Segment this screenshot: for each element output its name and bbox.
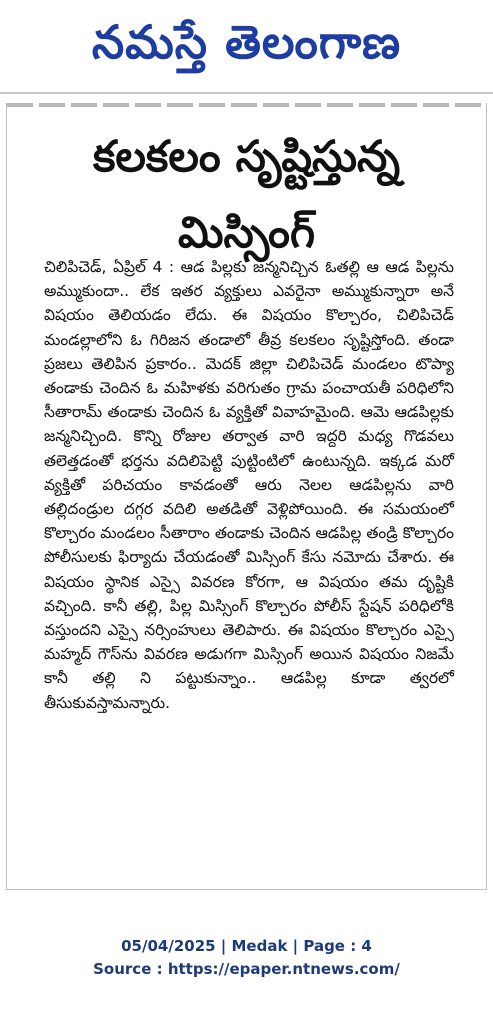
article-headline: కలకలం సృష్టిస్తున్న మిస్సింగ్ <box>92 132 401 258</box>
newspaper-logo: నమస్తే తెలంగాణ <box>91 15 402 69</box>
article-clipping <box>6 103 487 890</box>
edition-info: 05/04/2025 | Medak | Page : 4 <box>121 937 372 955</box>
article-body: చిలిపిచెడ్, ఏప్రిల్ 4 : ఆడ పిల్లకు జన్మనిచ్చిన ఓతల్లి ఆ ఆడ పిల్లను అమ్ముకుందా.. లేక ఇతర వ్యక్తులు ఎవరైనా అమ్ముకున్నారా అనే విషయం తెలియడం లేదు. ఈ విషయం కొల్చారం, చిలిపిచెడ్ మండల్లాలోని ఓ గిరిజన తండాలో తీవ్ర కలకలం సృష్టిస్తోంది. తండా ప్రజలు తెలిపిన ప్రకారం.. మెదక్ జిల్లా చిలిపిచెడ్ మండలం టొప్యా తండాకు చెందిన ఓ మహిళకు వరిగుతం గ్రామ పంచాయతీ పరిధిలోని సీతారామ్ తండాకు చెందిన ఓ వ్యక్తితో వివాహమైంది. ఆమె ఆడపిల్లకు జన్మనిచ్చింది. కొన్ని రోజుల తర్వాత వారి ఇద్దరి మధ్య గొడవలు తలెత్తడంతో భర్తను వదిలిపెట్టి పుట్టింటిలో ఉంటున్నది. ఇక్కడ మరో వ్యక్తితో పరిచయం కావడంతో ఆరు నెలల ఆడపిల్లను వారి తల్లిదండ్రుల దగ్గర వదిలి అతడితో వెళ్లిపోయింది. ఈ సమయంలో కొల్చారం మండలం సీతారాం తండాకు చెందిన ఆడపిల్ల తండ్రి కొల్చారం పోలీసులకు ఫిర్యాదు చేయడంతో మిస్సింగ్ కేసు నమోదు చేశారు. ఈ విషయం స్థానిక ఎస్సై వివరణ కోరగా, ఆ విషయం తమ దృష్టికి వచ్చింది. కానీ తల్లి, పిల్ల మిస్సింగ్ కొల్చారం పోలీస్ స్టేషన్ పరిధిలోకి వస్తుందని ఎస్సై నర్సింహులు తెలిపారు. ఈ విషయం కొల్చారం ఎస్సై మహ్మద్ గౌస్‌ను వివరణ అడుగగా మిస్సింగ్ అయిన విషయం నిజమే కానీ తల్లి ని పట్టుకున్నాం.. ఆడపిల్ల కూడా త్వరలో తీసుకువస్తామన్నారు. <box>44 258 454 712</box>
source-link[interactable]: Source : https://epaper.ntnews.com/ <box>93 960 400 978</box>
masthead <box>0 0 493 88</box>
page-footer <box>0 935 493 981</box>
clipping-top-edge <box>7 103 486 107</box>
masthead-divider <box>0 92 493 94</box>
